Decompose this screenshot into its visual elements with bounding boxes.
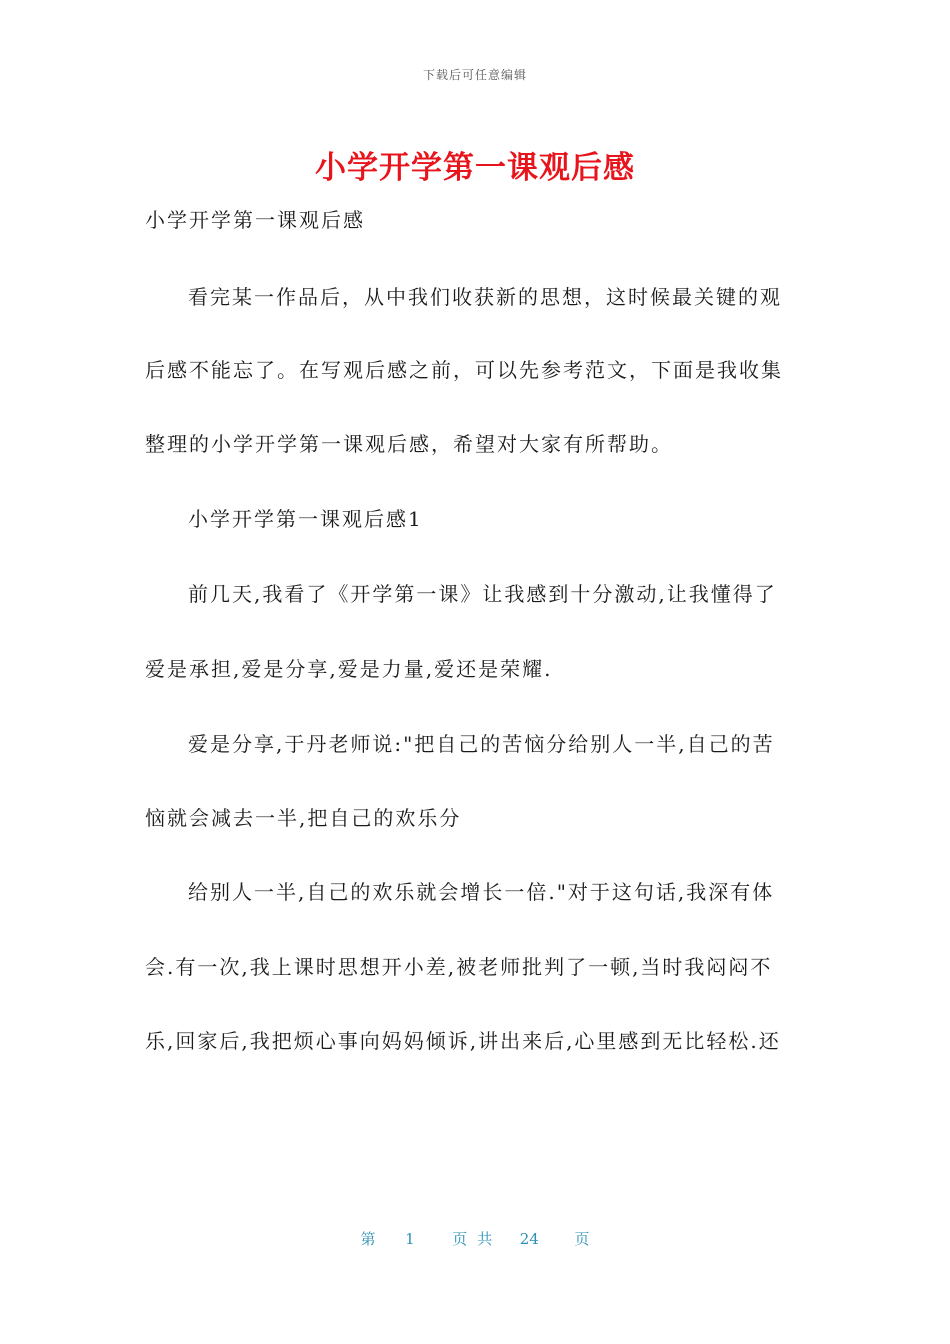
paragraph-line: 爱是分享,于丹老师说:"把自己的苦恼分给别人一半,自己的苦 (188, 732, 775, 756)
paragraph-line: 恼就会减去一半,把自己的欢乐分 (145, 806, 462, 830)
footer-page-number: 1 (405, 1230, 415, 1248)
paragraph-line: 前几天,我看了《开学第一课》让我感到十分激动,让我懂得了 (188, 582, 777, 606)
header-note: 下载后可任意编辑 (422, 68, 527, 82)
paragraph-line: 乐,回家后,我把烦心事向妈妈倾诉,讲出来后,心里感到无比轻松.还 (145, 1029, 781, 1053)
section-heading: 小学开学第一课观后感1 (188, 507, 423, 531)
page-footer (0, 1228, 950, 1249)
document-title: 小学开学第一课观后感 (315, 150, 635, 186)
footer-suffix: 页 (574, 1230, 590, 1248)
paragraph-line: 给别人一半,自己的欢乐就会增长一倍."对于这句话,我深有体 (188, 880, 775, 904)
paragraph-line: 看完某一作品后，从中我们收获新的思想，这时候最关键的观 (188, 285, 782, 309)
paragraph-line: 爱是承担,爱是分享,爱是力量,爱还是荣耀. (145, 657, 553, 681)
paragraph-line: 后感不能忘了。在写观后感之前，可以先参考范文，下面是我收集 (145, 358, 783, 382)
footer-middle: 页共 (452, 1230, 503, 1248)
paragraph-line: 整理的小学开学第一课观后感，希望对大家有所帮助。 (145, 432, 673, 456)
footer-total-pages: 24 (519, 1230, 539, 1248)
footer-prefix: 第 (360, 1230, 376, 1248)
subtitle-line: 小学开学第一课观后感 (145, 208, 365, 232)
paragraph-line: 会.有一次,我上课时思想开小差,被老师批判了一顿,当时我闷闷不 (145, 955, 773, 979)
